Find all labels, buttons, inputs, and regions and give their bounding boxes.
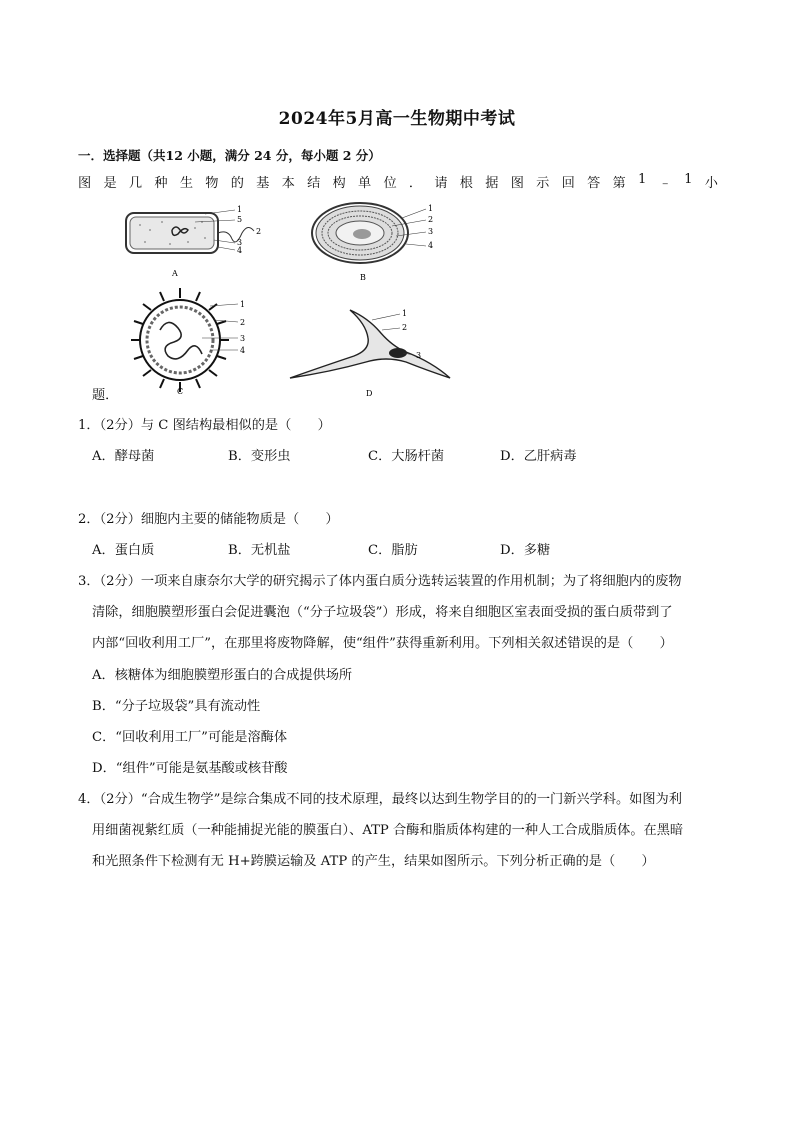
intro-char: 1 bbox=[684, 172, 693, 187]
label-num: 2 bbox=[402, 323, 408, 332]
label-num: 1 bbox=[240, 300, 246, 309]
figure-label-d: D bbox=[366, 389, 373, 398]
label-num: 1 bbox=[402, 309, 408, 318]
label-num: 5 bbox=[237, 215, 243, 224]
option-d[interactable]: D．乙肝病毒 bbox=[500, 449, 577, 464]
label-num: 2 bbox=[428, 215, 434, 224]
intro-char: 请 bbox=[434, 176, 448, 191]
intro-char: 是 bbox=[103, 176, 117, 191]
intro-char: 回 bbox=[561, 176, 575, 191]
question-3-line: 清除，细胞膜塑形蛋白会促进囊泡（“分子垃圾袋”）形成，将来自细胞区室表面受损的蛋白质带到了 bbox=[92, 605, 673, 620]
cell-diagram-d bbox=[290, 309, 450, 398]
option-a[interactable]: A．蛋白质 bbox=[92, 543, 155, 558]
intro-char: 据 bbox=[485, 176, 499, 191]
intro-end: 题． bbox=[92, 388, 119, 403]
page-title: 2024年5月高一生物期中考试 bbox=[278, 109, 516, 129]
label-num: 3 bbox=[240, 334, 246, 343]
label-num: 3 bbox=[416, 351, 422, 360]
intro-char: 根 bbox=[459, 176, 473, 191]
question-3-line: 3．（2分）一项来自康奈尔大学的研究揭示了体内蛋白质分选转运装置的作用机制；为了将细胞内的废物 bbox=[78, 574, 682, 589]
option-d[interactable]: D．“组件”可能是氨基酸或核苷酸 bbox=[92, 761, 288, 776]
intro-char: 单 bbox=[357, 176, 372, 191]
question-4-line: 4．（2分）“合成生物学”是综合集成不同的技术原理，最终以达到生物学目的的一门新兴学科。如图为利 bbox=[78, 792, 682, 807]
figure-label-b: B bbox=[360, 273, 366, 282]
intro-char: 本 bbox=[281, 176, 295, 191]
intro-char: 图 bbox=[510, 176, 524, 191]
intro-char: 第 bbox=[612, 176, 626, 191]
question-4-line: 和光照条件下检测有无 H+跨膜运输及 ATP 的产生，结果如图所示。下列分析正确的是（ ） bbox=[92, 854, 655, 869]
cell-diagram-b bbox=[312, 203, 433, 282]
intro-char: 物 bbox=[205, 176, 219, 191]
intro-line bbox=[78, 172, 718, 191]
section-heading: 一．选择题（共12 小题，满分 24 分，每小题 2 分） bbox=[78, 148, 381, 163]
label-num: 4 bbox=[240, 346, 246, 355]
question-2-options bbox=[92, 539, 692, 559]
intro-char: 图 bbox=[78, 176, 92, 191]
intro-char: 示 bbox=[536, 176, 550, 191]
option-c[interactable]: C．脂肪 bbox=[368, 543, 418, 558]
intro-char: ﹣ bbox=[658, 176, 672, 191]
intro-char: 生 bbox=[179, 176, 193, 191]
label-num: 3 bbox=[428, 227, 434, 236]
intro-char: ． bbox=[408, 176, 423, 191]
question-3-line: 内部“回收利用工厂”，在那里将废物降解，使“组件”获得重新利用。下列相关叙述错误的是（ ） bbox=[92, 636, 673, 651]
label-num: 2 bbox=[240, 318, 246, 327]
label-num: 2 bbox=[256, 227, 262, 236]
intro-char: 的 bbox=[230, 176, 244, 191]
option-b[interactable]: B．“分子垃圾袋”具有流动性 bbox=[92, 699, 261, 714]
cell-structure-figure bbox=[110, 200, 470, 400]
figure-label-c: C bbox=[177, 387, 184, 396]
option-c[interactable]: C．“回收利用工厂”可能是溶酶体 bbox=[92, 730, 288, 745]
figure-label-a: A bbox=[172, 269, 178, 278]
label-num: 1 bbox=[428, 204, 434, 213]
label-num: 1 bbox=[237, 205, 243, 214]
intro-char: 种 bbox=[154, 176, 168, 191]
intro-char: 位 bbox=[383, 176, 397, 191]
question-4-line: 用细菌视紫红质（一种能捕捉光能的膜蛋白）、ATP 合酶和脂质体构建的一种人工合成脂质体。在黑暗 bbox=[92, 823, 684, 838]
intro-char: 结 bbox=[307, 176, 321, 191]
option-a[interactable]: A．酵母菌 bbox=[92, 449, 155, 464]
option-a[interactable]: A．核糖体为细胞膜塑形蛋白的合成提供场所 bbox=[92, 668, 353, 683]
cell-diagram-a bbox=[126, 205, 261, 278]
intro-char: 构 bbox=[332, 176, 346, 191]
label-num: 4 bbox=[237, 246, 243, 255]
intro-char: 答 bbox=[587, 176, 601, 191]
label-num: 4 bbox=[428, 241, 434, 250]
intro-char: 小 bbox=[704, 176, 718, 191]
question-1-options bbox=[92, 445, 692, 465]
question-2-stem: 2．（2分）细胞内主要的储能物质是（ ） bbox=[78, 512, 339, 527]
intro-char: 1 bbox=[637, 172, 647, 187]
option-d[interactable]: D．多糖 bbox=[500, 543, 551, 558]
label-num: 3 bbox=[237, 238, 243, 247]
option-b[interactable]: B．无机盐 bbox=[228, 543, 291, 558]
option-b[interactable]: B．变形虫 bbox=[228, 449, 291, 464]
option-c[interactable]: C．大肠杆菌 bbox=[368, 449, 445, 464]
cell-diagram-c bbox=[131, 288, 245, 396]
intro-char: 基 bbox=[256, 176, 270, 191]
question-1-stem: 1．（2分）与 C 图结构最相似的是（ ） bbox=[78, 418, 331, 433]
intro-char: 几 bbox=[128, 176, 143, 191]
